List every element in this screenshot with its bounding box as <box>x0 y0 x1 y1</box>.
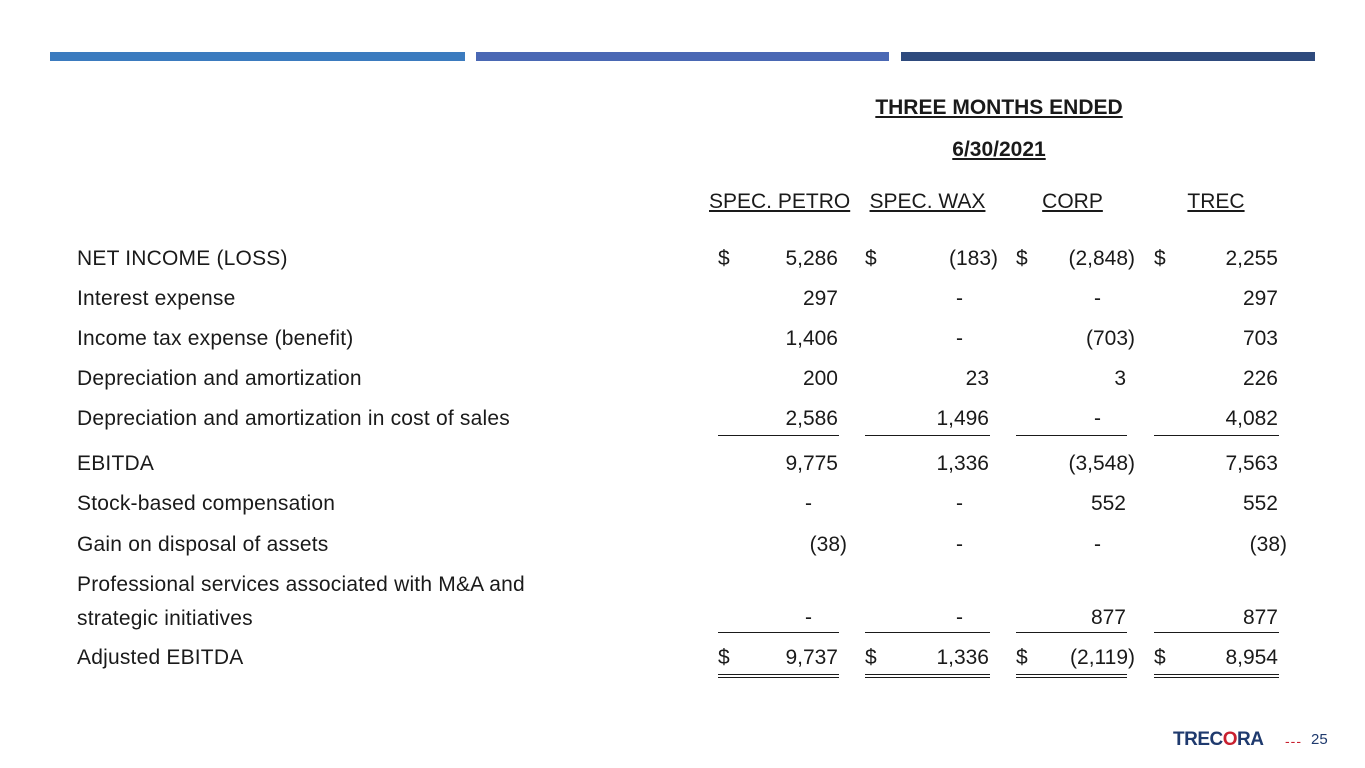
double-total-rule <box>718 674 839 678</box>
row-label-interest-expense: Interest expense <box>77 287 236 310</box>
top-bar-segment-3 <box>901 52 1315 61</box>
footer-dashes: --- <box>1285 733 1302 749</box>
value-adj-ebitda-corp: (2,119) <box>1070 646 1135 669</box>
dollar-sign: $ <box>865 247 877 270</box>
value-gain-trec: (38) <box>1249 533 1287 556</box>
value-prof-spec-wax: - <box>956 606 963 629</box>
trecora-logo: TRECORA <box>1173 729 1264 750</box>
row-label-professional-services-line2: strategic initiatives <box>77 607 253 630</box>
value-net-income-corp: (2,848) <box>1068 247 1135 270</box>
value-dep-trec: 226 <box>1242 367 1278 390</box>
dollar-sign: $ <box>1154 247 1166 270</box>
value-stock-spec-petro: - <box>805 492 812 515</box>
total-rule <box>718 632 839 633</box>
dollar-sign: $ <box>718 247 730 270</box>
period-date: 6/30/2021 <box>952 138 1046 161</box>
column-header-spec-petro: SPEC. PETRO <box>709 190 851 213</box>
subtotal-rule <box>1016 435 1127 436</box>
row-label-professional-services-line1: Professional services associated with M&A and <box>77 573 525 596</box>
value-dep-cos-corp: - <box>1094 407 1101 430</box>
value-net-income-spec-petro: 5,286 <box>785 247 838 270</box>
value-tax-spec-wax: - <box>956 327 963 350</box>
value-adj-ebitda-spec-petro: 9,737 <box>785 646 838 669</box>
value-ebitda-spec-petro: 9,775 <box>785 452 838 475</box>
row-label-depreciation: Depreciation and amortization <box>77 367 362 390</box>
top-bar-segment-1 <box>50 52 465 61</box>
dollar-sign: $ <box>865 646 877 669</box>
value-dep-cos-spec-petro: 2,586 <box>785 407 838 430</box>
value-interest-spec-petro: 297 <box>802 287 838 310</box>
row-label-stock-comp: Stock-based compensation <box>77 492 336 515</box>
value-prof-spec-petro: - <box>805 606 812 629</box>
value-stock-trec: 552 <box>1242 492 1278 515</box>
double-total-rule <box>1016 674 1127 678</box>
dollar-sign: $ <box>1154 646 1166 669</box>
column-header-trec: TREC <box>1187 190 1245 213</box>
value-gain-spec-petro: (38) <box>809 533 847 556</box>
period-title: THREE MONTHS ENDED <box>875 96 1123 119</box>
dollar-sign: $ <box>1016 646 1028 669</box>
value-prof-trec: 877 <box>1242 606 1278 629</box>
row-label-net-income: NET INCOME (LOSS) <box>77 247 288 270</box>
dollar-sign: $ <box>1016 247 1028 270</box>
value-net-income-spec-wax: (183) <box>948 247 998 270</box>
row-label-adjusted-ebitda: Adjusted EBITDA <box>77 646 244 669</box>
column-header-spec-wax: SPEC. WAX <box>869 190 986 213</box>
double-total-rule <box>865 674 990 678</box>
top-bar-segment-2 <box>476 52 889 61</box>
value-dep-cos-trec: 4,082 <box>1225 407 1278 430</box>
value-interest-corp: - <box>1094 287 1101 310</box>
value-stock-corp: 552 <box>1090 492 1126 515</box>
value-ebitda-spec-wax: 1,336 <box>936 452 989 475</box>
column-header-corp: CORP <box>1042 190 1103 213</box>
value-adj-ebitda-trec: 8,954 <box>1225 646 1278 669</box>
subtotal-rule <box>1154 435 1279 436</box>
row-label-ebitda: EBITDA <box>77 452 155 475</box>
value-stock-spec-wax: - <box>956 492 963 515</box>
value-ebitda-corp: (3,548) <box>1068 452 1135 475</box>
total-rule <box>865 632 990 633</box>
row-label-depreciation-cost-of-sales: Depreciation and amortization in cost of sales <box>77 407 510 430</box>
dollar-sign: $ <box>718 646 730 669</box>
page-number: 25 <box>1311 731 1328 748</box>
subtotal-rule <box>718 435 839 436</box>
value-dep-cos-spec-wax: 1,496 <box>936 407 989 430</box>
subtotal-rule <box>865 435 990 436</box>
double-total-rule <box>1154 674 1279 678</box>
value-prof-corp: 877 <box>1090 606 1126 629</box>
value-gain-spec-wax: - <box>956 533 963 556</box>
value-interest-trec: 297 <box>1242 287 1278 310</box>
value-tax-trec: 703 <box>1242 327 1278 350</box>
value-tax-spec-petro: 1,406 <box>785 327 838 350</box>
row-label-gain-disposal: Gain on disposal of assets <box>77 533 329 556</box>
total-rule <box>1016 632 1127 633</box>
row-label-income-tax: Income tax expense (benefit) <box>77 327 354 350</box>
value-gain-corp: - <box>1094 533 1101 556</box>
value-dep-spec-wax: 23 <box>965 367 989 390</box>
value-adj-ebitda-spec-wax: 1,336 <box>936 646 989 669</box>
value-dep-corp: 3 <box>1114 367 1126 390</box>
value-dep-spec-petro: 200 <box>802 367 838 390</box>
value-net-income-trec: 2,255 <box>1225 247 1278 270</box>
total-rule <box>1154 632 1279 633</box>
value-ebitda-trec: 7,563 <box>1225 452 1278 475</box>
value-interest-spec-wax: - <box>956 287 963 310</box>
value-tax-corp: (703) <box>1085 327 1135 350</box>
